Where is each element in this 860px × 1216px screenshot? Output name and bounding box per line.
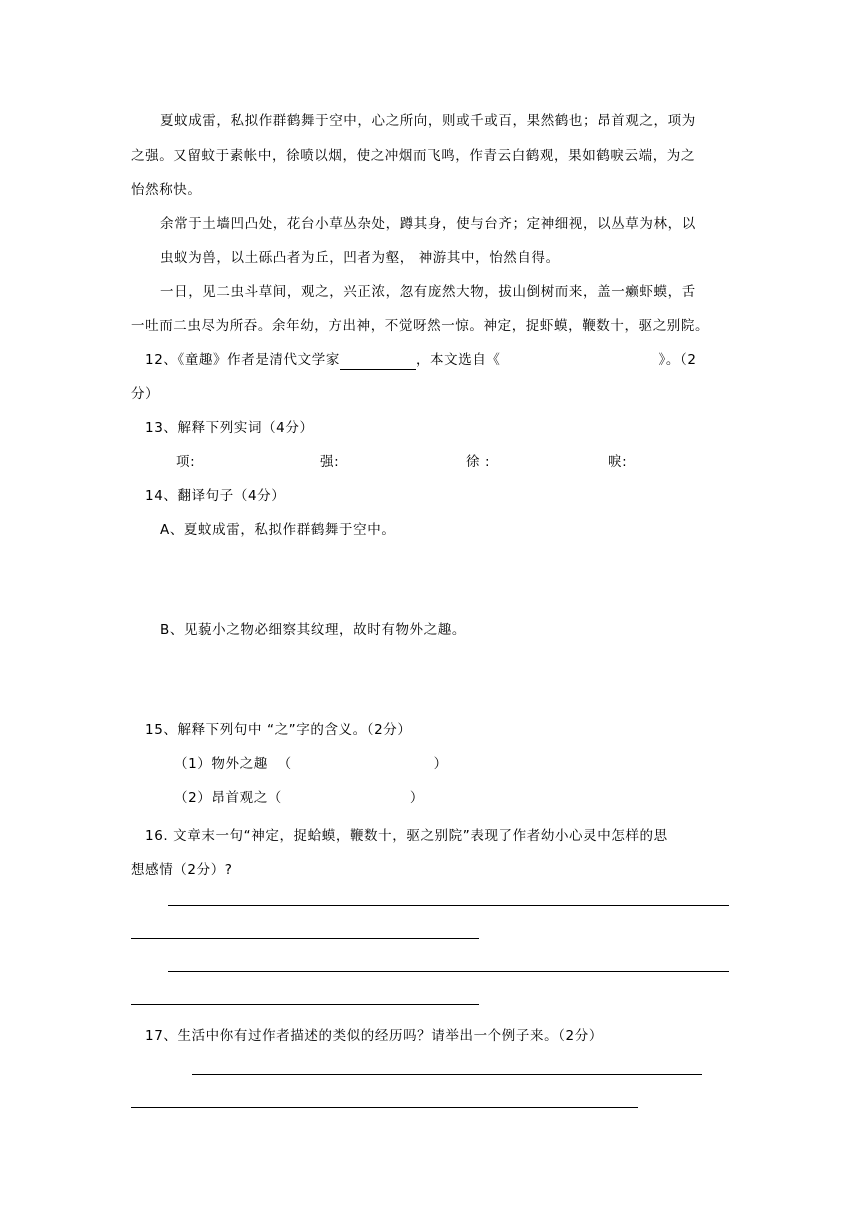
q12-text-3: 》。（2 bbox=[658, 352, 697, 368]
q15-item-1-close: ） bbox=[433, 756, 448, 772]
question-16-line2: 想感情（2分）? bbox=[131, 862, 233, 878]
q16-answer-line-4[interactable] bbox=[131, 1004, 479, 1005]
q13-item-qiang: 强: bbox=[320, 454, 340, 470]
question-13-title: 13、解释下列实词（4分） bbox=[145, 420, 314, 436]
q16-answer-line-1[interactable] bbox=[168, 905, 729, 906]
passage-p3-line1: 一日，见二虫斗草间，观之，兴正浓，忽有庞然大物，拔山倒树而来，盖一癞虾蟆，舌 bbox=[160, 284, 696, 300]
passage-p3-line2: 一吐而二虫尽为所吞。余年幼，方出神，不觉呀然一惊。神定，捉虾蟆，鞭数十，驱之别院。 bbox=[131, 318, 710, 334]
q12-text-2: ，本文选自《 bbox=[415, 352, 501, 368]
q13-item-xu: 徐 : bbox=[466, 454, 491, 470]
q14-sentence-b: B、见藐小之物必细察其纹理，故时有物外之趣。 bbox=[160, 622, 466, 638]
q14-sentence-a: A、夏蚊成雷，私拟作群鹤舞于空中。 bbox=[160, 522, 396, 538]
question-16-line1: 16. 文章末一句“神定，捉蛤蟆，鞭数十，驱之别院”表现了作者幼小心灵中怎样的思 bbox=[145, 828, 668, 844]
question-14-title: 14、翻译句子（4分） bbox=[145, 488, 286, 504]
question-12-cont: 分） bbox=[131, 386, 160, 402]
passage-p2-line1: 余常于土墙凹凸处，花台小草丛杂处，蹲其身，使与台齐；定神细视，以丛草为林，以 bbox=[160, 216, 696, 232]
q15-item-2-text: （2）昂首观之（ bbox=[174, 790, 282, 806]
question-15-title: 15、解释下列句中 “之”字的含义。（2分） bbox=[145, 722, 412, 738]
passage-p1-line1: 夏蚊成雷，私拟作群鹤舞于空中，心之所向，则或千或百，果然鹤也；昂首观之，项为 bbox=[160, 113, 696, 129]
q15-item-1 bbox=[174, 754, 448, 774]
q12-author-blank[interactable] bbox=[340, 353, 416, 370]
passage-p1-line3: 怡然称快。 bbox=[131, 182, 202, 198]
q13-item-li: 唳: bbox=[608, 454, 628, 470]
q16-answer-line-2[interactable] bbox=[131, 938, 479, 939]
q17-answer-line-2[interactable] bbox=[131, 1107, 638, 1108]
q15-item-2-close: ） bbox=[409, 790, 424, 806]
q15-item-2 bbox=[174, 788, 424, 808]
q12-text-1: 12、《童趣》作者是清代文学家 bbox=[145, 352, 340, 368]
q13-item-xiang: 项: bbox=[176, 454, 196, 470]
question-12 bbox=[145, 350, 697, 370]
q15-item-1-text: （1）物外之趣 （ bbox=[174, 756, 292, 772]
passage-p1-line2: 之强。又留蚊于素帐中，徐喷以烟，使之冲烟而飞鸣，作青云白鹤观，果如鹤唳云端，为之 bbox=[131, 148, 695, 164]
q17-answer-line-1[interactable] bbox=[192, 1074, 702, 1075]
question-17-title: 17、生活中你有过作者描述的类似的经历吗？请举出一个例子来。（2分） bbox=[145, 1028, 603, 1044]
passage-p2-line2: 虫蚁为兽，以土砾凸者为丘，凹者为壑， 神游其中，怡然自得。 bbox=[160, 250, 560, 266]
q16-answer-line-3[interactable] bbox=[168, 971, 729, 972]
